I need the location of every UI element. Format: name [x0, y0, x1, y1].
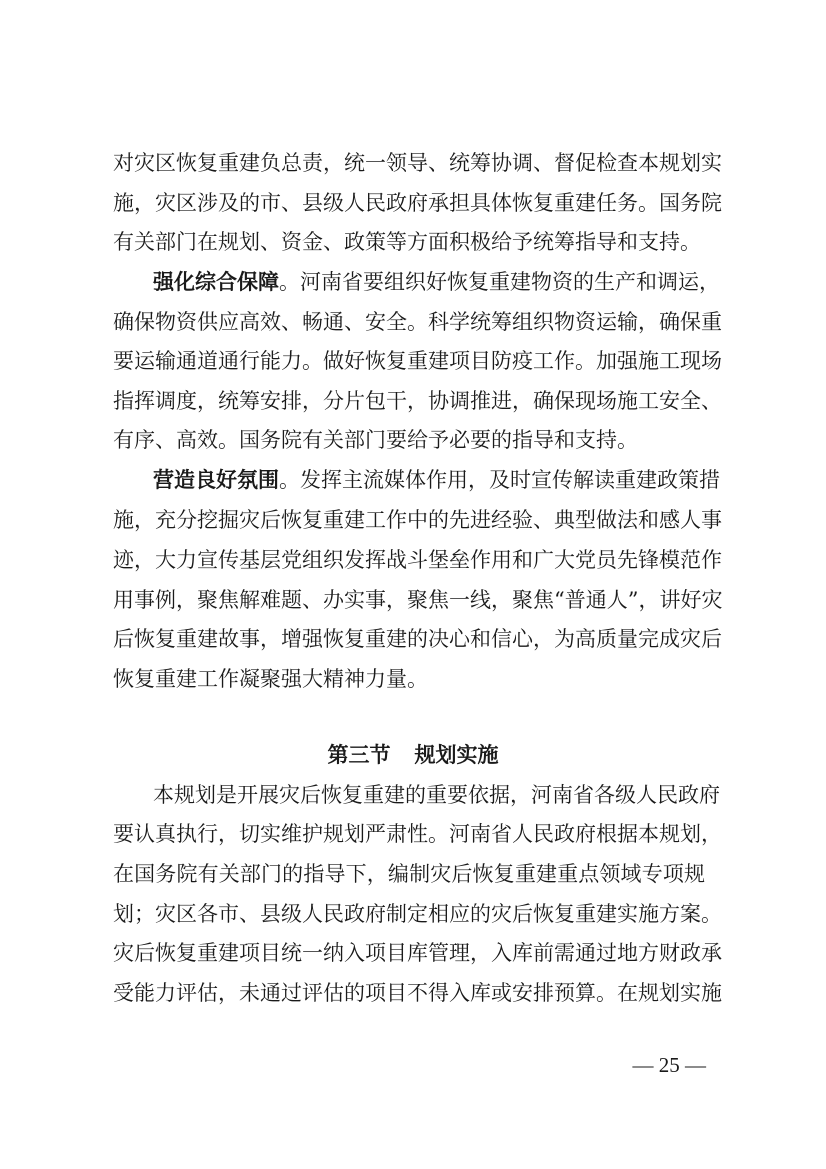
paragraph-lead: 营造良好氛围: [153, 467, 279, 492]
text-line: 受能力评估，未通过评估的项目不得入库或安排预算。在规划实施: [113, 981, 722, 1005]
text-line: 施，灾区涉及的市、县级人民政府承担具体恢复重建任务。国务院: [113, 191, 722, 215]
section-title: 规划实施: [414, 742, 499, 767]
text-line: 灾后恢复重建项目统一纳入项目库管理，入库前需通过地方财政承: [113, 941, 722, 965]
text-line: 本规划是开展灾后恢复重建的重要依据，河南省各级人民政府: [153, 783, 720, 807]
text-line: 有关部门在规划、资金、政策等方面积极给予统筹指导和支持。: [113, 230, 701, 254]
text-line: 确保物资供应高效、畅通、安全。科学统筹组织物资运输，确保重: [113, 310, 722, 334]
section-number: 第三节: [327, 742, 391, 767]
text-line: [153, 467, 720, 493]
section-heading: [0, 739, 826, 769]
text-line: 要认真执行，切实维护规划严肃性。河南省人民政府根据本规划，: [113, 822, 722, 846]
text-line: 恢复重建工作凝聚强大精神力量。: [113, 667, 428, 691]
text-line: 指挥调度，统筹安排，分片包干，协调推进，确保现场施工安全、: [113, 389, 722, 413]
text-span: 。发挥主流媒体作用，及时宣传解读重建政策措: [279, 468, 720, 492]
paragraph-lead: 强化综合保障: [153, 269, 279, 294]
text-line: [153, 269, 720, 295]
text-line: 迹，大力宣传基层党组织发挥战斗堡垒作用和广大党员先锋模范作: [113, 548, 722, 572]
text-line: 划；灾区各市、县级人民政府制定相应的灾后恢复重建实施方案。: [113, 902, 722, 926]
text-line: 施，充分挖掘灾后恢复重建工作中的先进经验、典型做法和感人事: [113, 508, 722, 532]
text-span: 。河南省要组织好恢复重建物资的生产和调运，: [279, 270, 720, 294]
text-line: 对灾区恢复重建负总责，统一领导、统筹协调、督促检查本规划实: [113, 151, 722, 175]
page-number: — 25 —: [632, 1053, 706, 1077]
text-line: 后恢复重建故事，增强恢复重建的决心和信心，为高质量完成灾后: [113, 627, 722, 651]
text-line: 在国务院有关部门的指导下，编制灾后恢复重建重点领域专项规: [113, 862, 705, 886]
text-line: 要运输通道通行能力。做好恢复重建项目防疫工作。加强施工现场: [113, 349, 722, 373]
text-line: 有序、高效。国务院有关部门要给予必要的指导和支持。: [113, 428, 638, 452]
text-line: 用事例，聚焦解难题、办实事，聚焦一线，聚焦“普通人”，讲好灾: [113, 588, 723, 612]
